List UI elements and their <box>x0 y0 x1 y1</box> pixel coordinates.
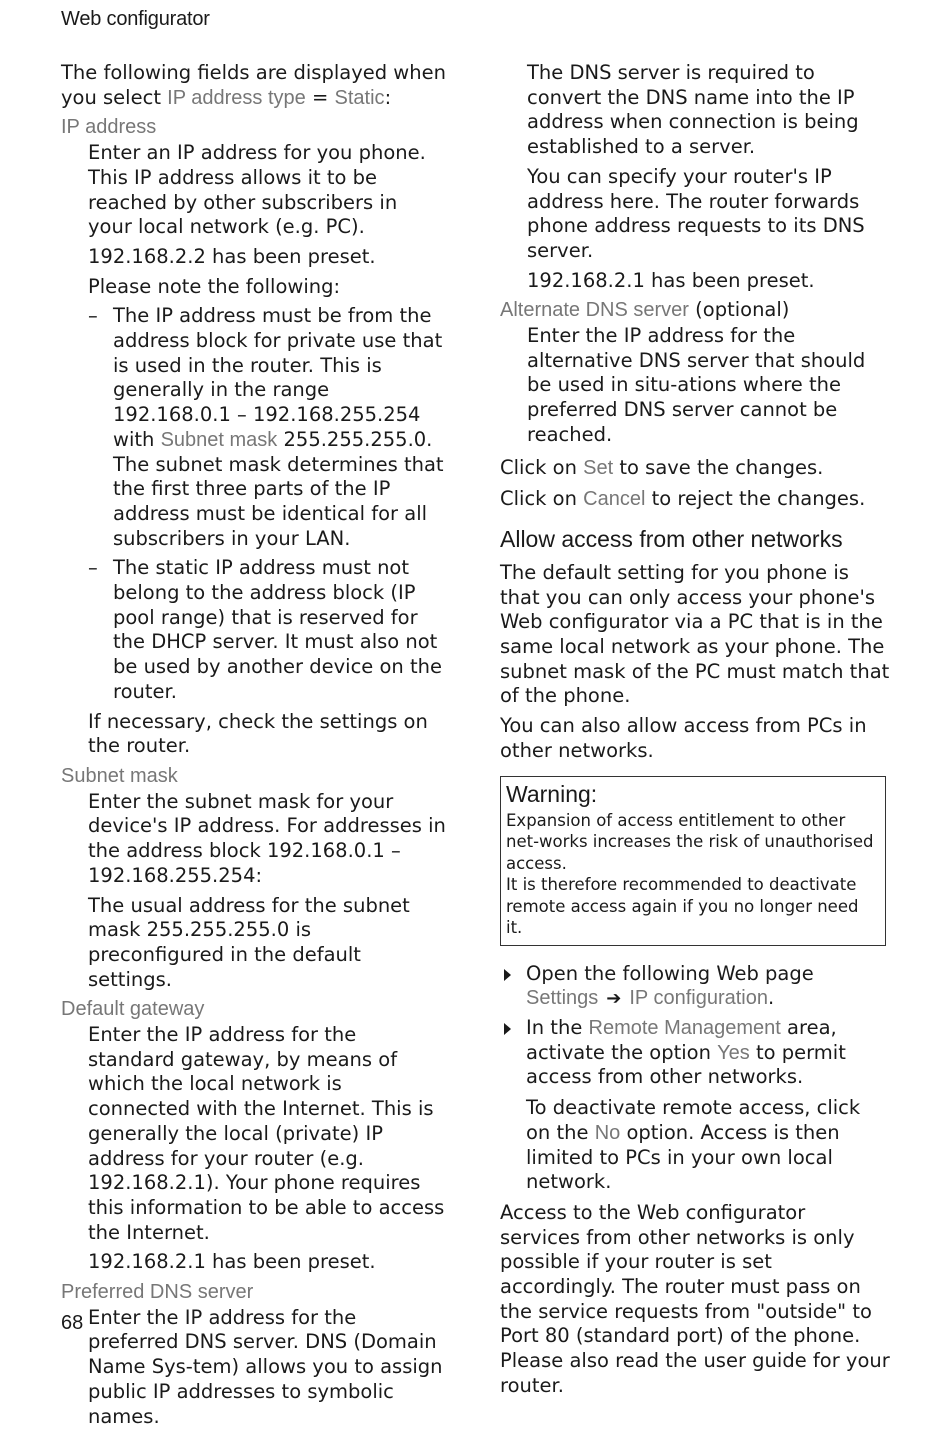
click-set-instruction <box>500 456 890 481</box>
warning-text: Expansion of access entitlement to other net-works increases the risk of unauthorised access. <box>506 810 874 873</box>
ip-address-description: Enter an IP address for you phone. This IP address allows it to be reached by other subscribers in your local network (e.g. PC). <box>88 141 426 239</box>
section-heading: Allow access from other networks <box>500 525 843 552</box>
list-item <box>500 1016 890 1090</box>
optional-suffix: (optional) <box>688 298 790 322</box>
check-router-note: If necessary, check the settings on the router. <box>88 709 428 758</box>
bullet-text: The static IP address must not belong to the address block (IP pool range) that is reserved for the DHCP server. It must also not be used by another device on the router. <box>113 556 442 703</box>
alternate-dns-label: Alternate DNS server <box>500 299 689 322</box>
period: . <box>767 986 775 1010</box>
bullet-text: 255.255.255.0. The subnet mask determines that the first three parts of the IP address must be identical for all subscribers in your LAN. <box>113 427 444 550</box>
subnet-mask-term: Subnet mask <box>160 428 278 451</box>
steps-list <box>500 962 890 1091</box>
step-text: Open the following Web page <box>526 961 814 985</box>
instruction-text: Click on <box>500 487 584 511</box>
allow-access-paragraph: You can also allow access from PCs in other networks. <box>500 714 867 762</box>
intro-paragraph <box>61 61 446 110</box>
step-text: to permit access from other networks. <box>526 1040 846 1089</box>
default-gateway-preset: 192.168.2.1 has been preset. <box>88 1250 376 1274</box>
step-text: In the <box>526 1015 589 1039</box>
list-item <box>500 962 890 1012</box>
default-access-paragraph: The default setting for you phone is that you can only access your phone's Web configurator via a PC that is in the same local network as your phone. The subnet mask of the PC must match that of the phone. <box>500 560 890 708</box>
default-gateway-description: Enter the IP address for the standard gateway, by means of which the local network is connected with the Internet. This is generally the local (private) IP address for your router (e.g. 192.168.2.1). Your phone requires this information to be able to access the Internet. <box>88 1023 445 1244</box>
dns-purpose: The DNS server is required to convert the DNS name into the IP address when connection is being established to a server. <box>527 61 859 159</box>
page-header: Web configurator <box>61 8 210 30</box>
warning-title: Warning: <box>506 780 598 807</box>
page-number: 68 <box>61 1312 84 1334</box>
step-triangle-icon <box>504 969 511 981</box>
step-text: area, activate the option <box>526 1015 837 1064</box>
equals-sign: = <box>305 85 335 109</box>
static-term: Static <box>334 86 385 109</box>
no-term: No <box>594 1121 621 1144</box>
ip-address-type-term: IP address type <box>167 86 306 109</box>
left-column <box>61 61 446 1434</box>
dash-marker: – <box>88 304 98 328</box>
dash-marker: – <box>88 556 98 580</box>
preferred-dns-label: Preferred DNS server <box>61 1281 254 1304</box>
dns-preset: 192.168.2.1 has been preset. <box>527 268 815 292</box>
colon: : <box>384 85 392 109</box>
yes-term: Yes <box>717 1041 750 1064</box>
dns-router-note: You can specify your router's IP address here. The router forwards phone address requests to its DNS server. <box>527 164 865 262</box>
step-triangle-icon <box>504 1023 511 1035</box>
instruction-text: Click on <box>500 455 584 479</box>
click-cancel-instruction <box>500 487 890 512</box>
cancel-term: Cancel <box>583 488 646 511</box>
note-text: To deactivate remote access, click on the <box>526 1096 861 1144</box>
intro-text: The following fields are displayed when you select <box>61 61 446 109</box>
set-term: Set <box>583 456 614 479</box>
subnet-mask-default: The usual address for the subnet mask 255.255.255.0 is preconfigured in the default settings. <box>88 893 410 991</box>
list-item <box>88 304 446 551</box>
instruction-text: to reject the changes. <box>645 487 866 511</box>
ip-address-preset: 192.168.2.2 has been preset. <box>88 244 376 268</box>
ip-address-bullets <box>88 304 446 704</box>
subnet-mask-description: Enter the subnet mask for your device's IP address. For addresses in the address block 192.168.0.1 – 192.168.255.254: <box>88 789 446 887</box>
settings-menu-term: Settings <box>526 987 599 1010</box>
ip-configuration-term: IP configuration <box>629 987 768 1010</box>
deactivate-note <box>526 1096 890 1195</box>
warning-box <box>500 776 886 946</box>
instruction-text: to save the changes. <box>613 455 824 479</box>
default-gateway-label: Default gateway <box>61 998 205 1021</box>
list-item <box>88 556 446 704</box>
alternate-dns-description: Enter the IP address for the alternative DNS server that should be used in situ-ations where the preferred DNS server cannot be reached. <box>527 324 866 446</box>
right-column <box>500 61 890 1404</box>
subnet-mask-label: Subnet mask <box>61 764 178 787</box>
preferred-dns-description: Enter the IP address for the preferred DNS server. DNS (Domain Name Sys-tem) allows you to assign public IP addresses to symbolic names. <box>88 1305 443 1428</box>
ip-address-note: Please note the following: <box>88 274 341 298</box>
remote-management-term: Remote Management <box>588 1016 781 1039</box>
bullet-text: The IP address must be from the address block for private use that is used in the router. This is generally in the range 192.168.0.1 – 192.168.255.254 with <box>113 304 443 451</box>
ip-address-label: IP address <box>61 116 157 139</box>
arrow-right-icon: ➔ <box>606 988 622 1010</box>
warning-recommendation: It is therefore recommended to deactivate remote access again if you no longer need it. <box>506 875 859 938</box>
note-text: option. Access is then limited to PCs in your own local network. <box>526 1120 840 1194</box>
router-requirement-paragraph: Access to the Web configurator services from other networks is only possible if your router is set accordingly. The router must pass on the service requests from "outside" to Port 80 (standard port) of the phone. Please also read the user guide for your router. <box>500 1200 890 1397</box>
alternate-dns-heading <box>500 298 890 323</box>
